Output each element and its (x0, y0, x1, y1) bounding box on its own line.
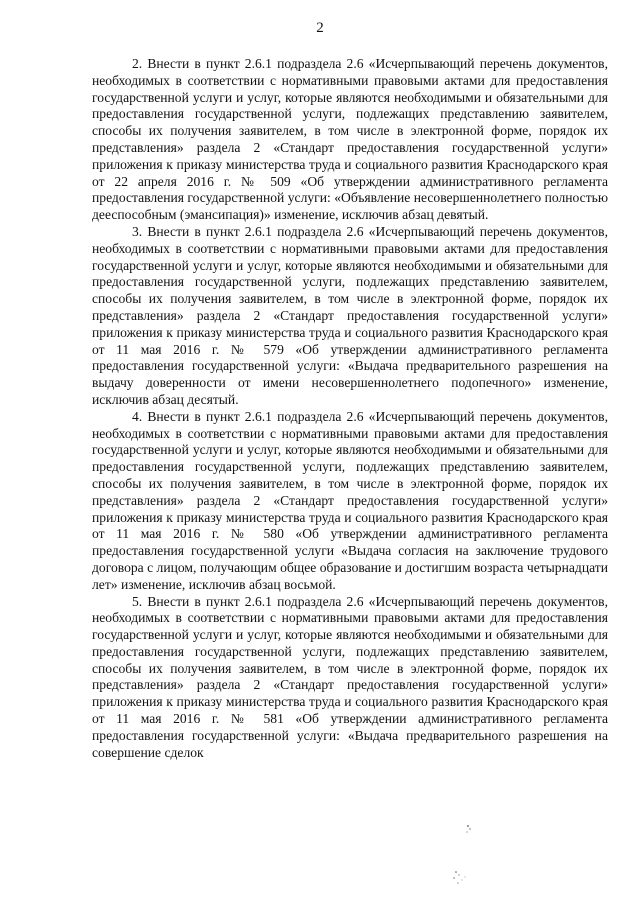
paragraph-item-5: 5. Внести в пункт 2.6.1 подраздела 2.6 «Исчерпывающий перечень документов, необходимых в соответствии с нормативными правовыми актами для предоставления государственной услуги и услуг, которые являются необходимыми и обязательными для предоставления государственной услуги, подлежащих представлению заявителем, способы их получения заявителем, в том числе в электронной форме, порядок их представления» раздела 2 «Стандарт предоставления государственной услуги» приложения к приказу министерства труда и социального развития Краснодарского края от 11 мая 2016 г. № 581 «Об утверждении административного регламента предоставления государственной услуги: «Выдача предварительного разрешения на совершение сделок (92, 593, 608, 760)
paragraph-item-4: 4. Внести в пункт 2.6.1 подраздела 2.6 «Исчерпывающий перечень документов, необходимых в соответствии с нормативными правовыми актами для предоставления государственной услуги и услуг, которые являются необходимыми и обязательными для предоставления государственной услуги, подлежащих представлению заявителем, способы их получения заявителем, в том числе в электронной форме, порядок их представления» раздела 2 «Стандарт предоставления государственной услуги» приложения к приказу министерства труда и социального развития Краснодарского края от 11 мая 2016 г. № 580 «Об утверждении административного регламента предоставления государственной услуги «Выдача согласия на заключение трудового договора с лицом, получающим общее образование и достигшим возраста четырнадцати лет» изменение, исключив абзац восьмой. (92, 408, 608, 592)
document-body (92, 56, 608, 761)
paragraph-item-3: 3. Внести в пункт 2.6.1 подраздела 2.6 «Исчерпывающий перечень документов, необходимых в соответствии с нормативными правовыми актами для предоставления государственной услуги и услуг, которые являются необходимыми и обязательными для предоставления государственной услуги, подлежащих представлению заявителем, способы их получения заявителем, в том числе в электронной форме, порядок их представления» раздела 2 «Стандарт предоставления государственной услуги» приложения к приказу министерства труда и социального развития Краснодарского края от 11 мая 2016 г. № 579 «Об утверждении административного регламента предоставления государственной услуги: «Выдача предварительного разрешения на выдачу доверенности от имени несовершеннолетнего подопечного» изменение, исключив абзац десятый. (92, 223, 608, 407)
paragraph-item-2: 2. Внести в пункт 2.6.1 подраздела 2.6 «Исчерпывающий перечень документов, необходимых в соответствии с нормативными правовыми актами для предоставления государственной услуги и услуг, которые являются необходимыми и обязательными для предоставления государственной услуги, подлежащих представлению заявителем, способы их получения заявителем, в том числе в электронной форме, порядок их представления» раздела 2 «Стандарт предоставления государственной услуги» приложения к приказу министерства труда и социального развития Краснодарского края от 22 апреля 2016 г. № 509 «Об утверждении административного регламента предоставления государственной услуги: «Объявление несовершеннолетнего полностью дееспособным (эмансипация)» изменение, исключив абзац девятый. (92, 56, 608, 223)
page-number: 2 (316, 20, 324, 36)
scan-specks-decoration (440, 820, 500, 900)
